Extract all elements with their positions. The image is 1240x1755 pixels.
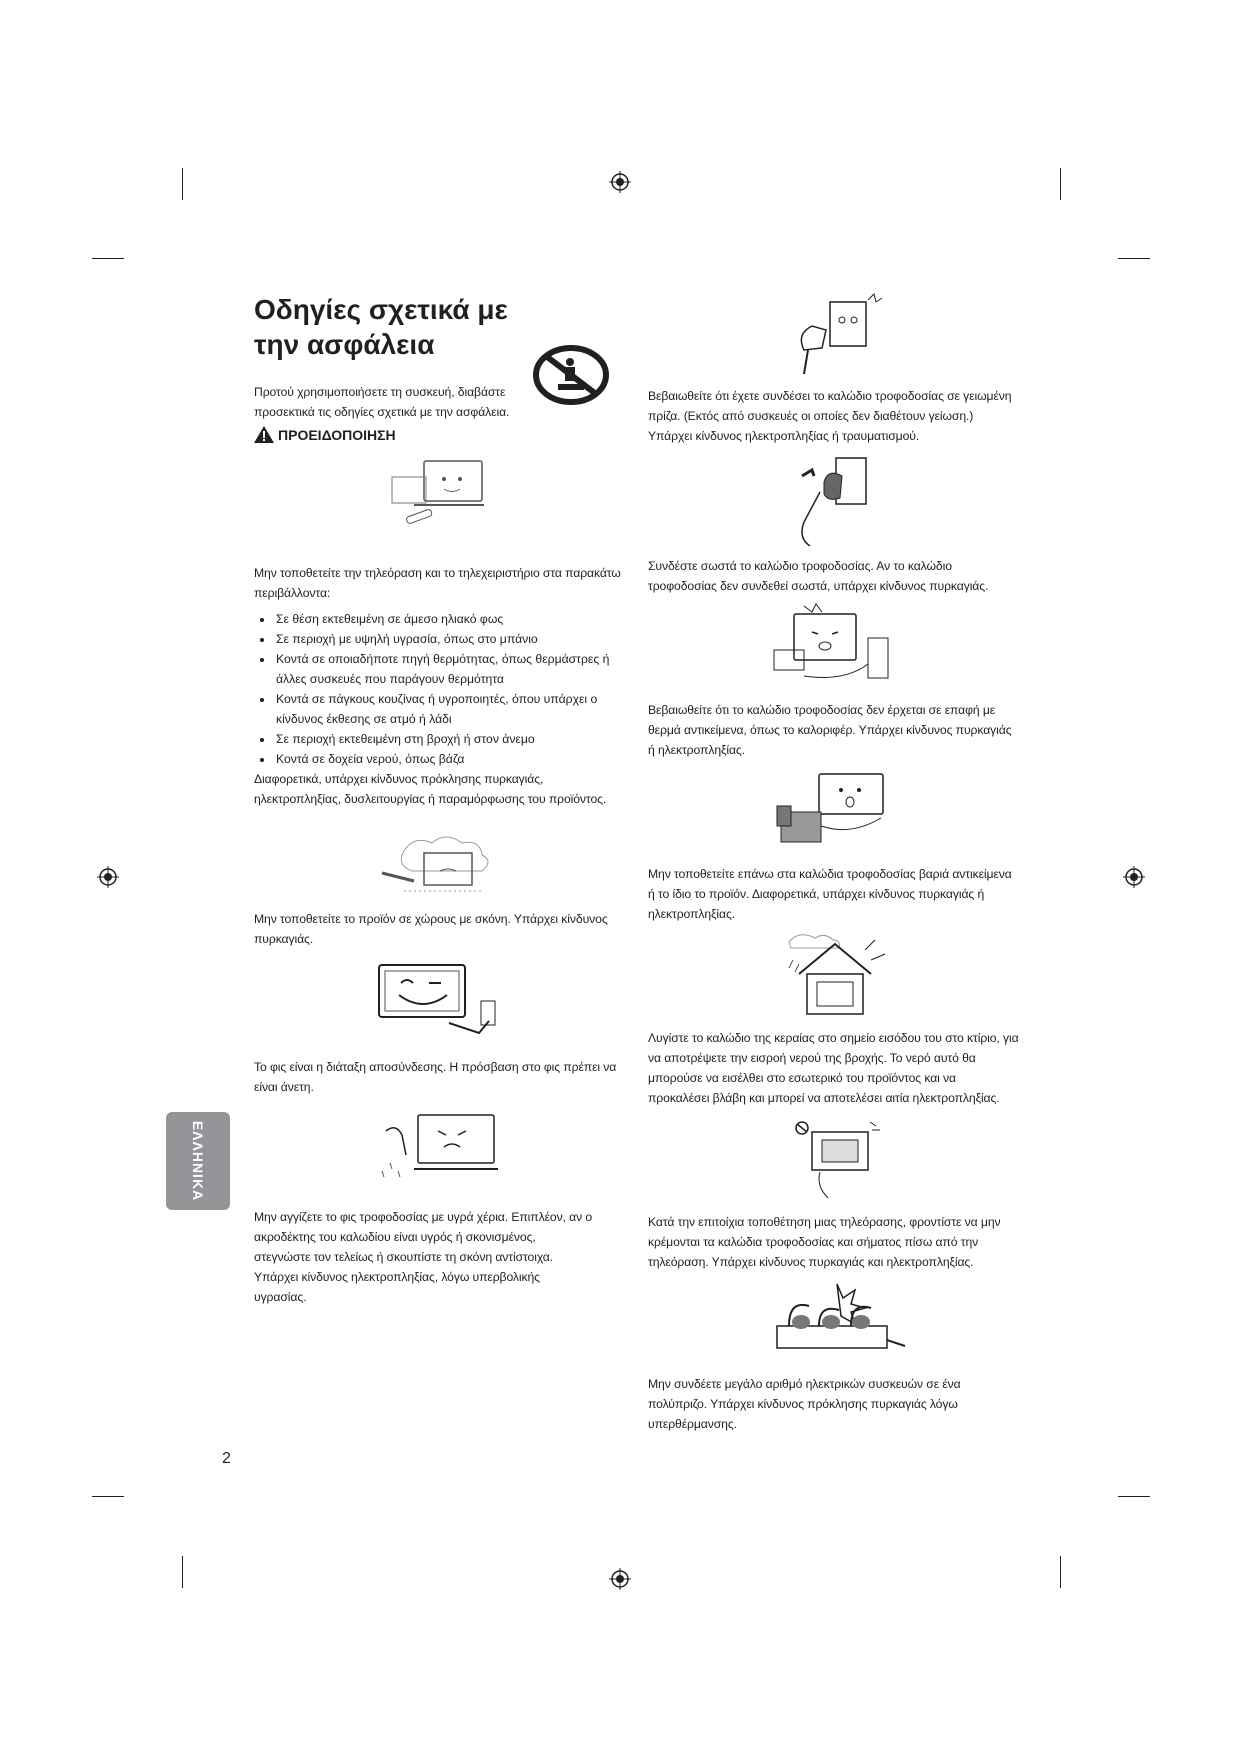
list-item: • Κοντά σε πάγκους κουζίνας ή υγροποιητές, όπου υπάρχει ο κίνδυνος έκθεσης σε ατμό ή λάδι xyxy=(274,689,624,729)
grounded-text: Βεβαιωθείτε ότι έχετε συνδέσει το καλώδιο τροφοδοσίας σε γειωμένη πρίζα. (Εκτός από συσκευές οι οποίες δεν διαθέτουν γείωση.) Υπάρχει κίνδυνος ηλεκτροπληξίας ή τραυματισμού. xyxy=(648,389,1012,443)
right-column xyxy=(648,292,1020,1434)
crop-mark xyxy=(182,168,183,200)
page-number: 2 xyxy=(222,1450,231,1467)
grounded-outlet-illustration xyxy=(784,292,884,378)
crop-mark xyxy=(92,1496,124,1497)
crop-mark xyxy=(1118,258,1150,259)
page-title: Οδηγίες σχετικά με την ασφάλεια xyxy=(254,294,508,360)
warning-heading xyxy=(254,426,624,443)
connect-plug-illustration xyxy=(784,452,884,548)
left-column xyxy=(254,292,624,1307)
heavy-objects-text: Μην τοποθετείτε επάνω στα καλώδια τροφοδοσίας βαριά αντικείμενα ή το ίδιο το προϊόν. Διαφορετικά, υπάρχει κίνδυνος πυρκαγιάς ή ηλεκτροπληξίας. xyxy=(648,867,1012,921)
tv-remote-illustration xyxy=(384,455,494,535)
wet-hands-illustration xyxy=(364,1101,514,1191)
heavy-objects-illustration xyxy=(769,766,899,856)
environments-outro: Διαφορετικά, υπάρχει κίνδυνος πρόκλησης πυρκαγιάς, ηλεκτροπληξίας, δυσλειτουργίας ή παραμόρφωσης του προϊόντος. xyxy=(254,772,607,806)
registration-mark-icon xyxy=(1123,866,1145,888)
hot-objects-illustration xyxy=(764,602,904,692)
wet-hands-text: Μην αγγίζετε το φις τροφοδοσίας με υγρά χέρια. Επιπλέον, αν ο ακροδέκτης του καλωδίου είναι υγρός ή σκονισμένος, στεγνώστε τον τελείως ή σκουπίστε τη σκόνη αντίστοιχα. Υπάρχει κίνδυνος ηλεκτροπληξίας, λόγω υπερβολικής υγρασίας. xyxy=(254,1210,593,1304)
dust-text: Μην τοποθετείτε το προϊόν σε χώρους με σκόνη. Υπάρχει κίνδυνος πυρκαγιάς. xyxy=(254,912,608,946)
environments-list xyxy=(254,609,624,769)
warning-label: ΠΡΟΕΙΔΟΠΟΙΗΣΗ xyxy=(278,426,396,443)
environments-intro: Μην τοποθετείτε την τηλεόραση και το τηλεχειριστήριο στα παρακάτω περιβάλλοντα: xyxy=(254,566,621,600)
crop-mark xyxy=(1060,1556,1061,1588)
list-item: • Σε περιοχή με υψηλή υγρασία, όπως στο μπάνιο xyxy=(274,629,624,649)
warning-triangle-icon xyxy=(254,426,274,443)
wall-mount-text: Κατά την επιτοίχια τοποθέτηση μιας τηλεόρασης, φροντίστε να μην κρέμονται τα καλώδια τροφοδοσίας και σήματος πίσω από την τηλεόραση. Υπάρχει κίνδυνος πυρκαγιάς και ηλεκτροπληξίας. xyxy=(648,1215,1001,1269)
list-item: • Κοντά σε δοχεία νερού, όπως βάζα xyxy=(274,749,624,769)
registration-mark-icon xyxy=(609,1568,631,1590)
dust-illustration xyxy=(374,831,504,901)
language-tab-label: ΕΛΛΗΝΙΚΑ xyxy=(190,1120,206,1202)
registration-mark-icon xyxy=(609,171,631,193)
crop-mark xyxy=(1118,1496,1150,1497)
connect-text: Συνδέστε σωστά το καλώδιο τροφοδοσίας. Αν το καλώδιο τροφοδοσίας δεν συνδεθεί σωστά, υπάρχει κίνδυνος πυρκαγιάς. xyxy=(648,559,989,593)
wall-mount-illustration xyxy=(784,1114,884,1204)
plug-text: Το φις είναι η διάταξη αποσύνδεσης. Η πρόσβαση στο φις πρέπει να είναι άνετη. xyxy=(254,1060,617,1094)
antenna-house-illustration xyxy=(769,930,899,1020)
crop-mark xyxy=(1060,168,1061,200)
language-tab xyxy=(166,1112,230,1210)
power-strip-text: Μην συνδέετε μεγάλο αριθμό ηλεκτρικών συσκευών σε ένα πολύπριζο. Υπάρχει κίνδυνος πρόκλησης πυρκαγιάς λόγω υπερθέρμανσης. xyxy=(648,1377,961,1431)
registration-mark-icon xyxy=(97,866,119,888)
plug-access-illustration xyxy=(369,957,509,1043)
list-item: • Σε θέση εκτεθειμένη σε άμεσο ηλιακό φως xyxy=(274,609,624,629)
crop-mark xyxy=(182,1556,183,1588)
hot-objects-text: Βεβαιωθείτε ότι το καλώδιο τροφοδοσίας δεν έρχεται σε επαφή με θερμά αντικείμενα, όπως το καλοριφέρ. Υπάρχει κίνδυνος πυρκαγιάς ή ηλεκτροπληξίας. xyxy=(648,703,1012,757)
antenna-text: Λυγίστε το καλώδιο της κεραίας στο σημείο εισόδου του στο κτίριο, για να αποτρέψετε την εισροή νερού της βροχής. Το νερό αυτό θα μπορούσε να εισέλθει στο εσωτερικό του προϊόντος και να προκαλέσει βλάβη και μπορεί να αποτελέσει αιτία ηλεκτροπληξίας. xyxy=(648,1031,1019,1105)
list-item: • Σε περιοχή εκτεθειμένη στη βροχή ή στον άνεμο xyxy=(274,729,624,749)
power-strip-illustration xyxy=(759,1280,909,1366)
list-item: • Κοντά σε οποιαδήποτε πηγή θερμότητας, όπως θερμάστρες ή άλλες συσκευές που παράγουν θερμότητα xyxy=(274,649,624,689)
crop-mark xyxy=(92,258,124,259)
intro-text: Προτού χρησιμοποιήσετε τη συσκευή, διαβάστε προσεκτικά τις οδηγίες σχετικά με την ασφάλεια. xyxy=(254,385,510,419)
